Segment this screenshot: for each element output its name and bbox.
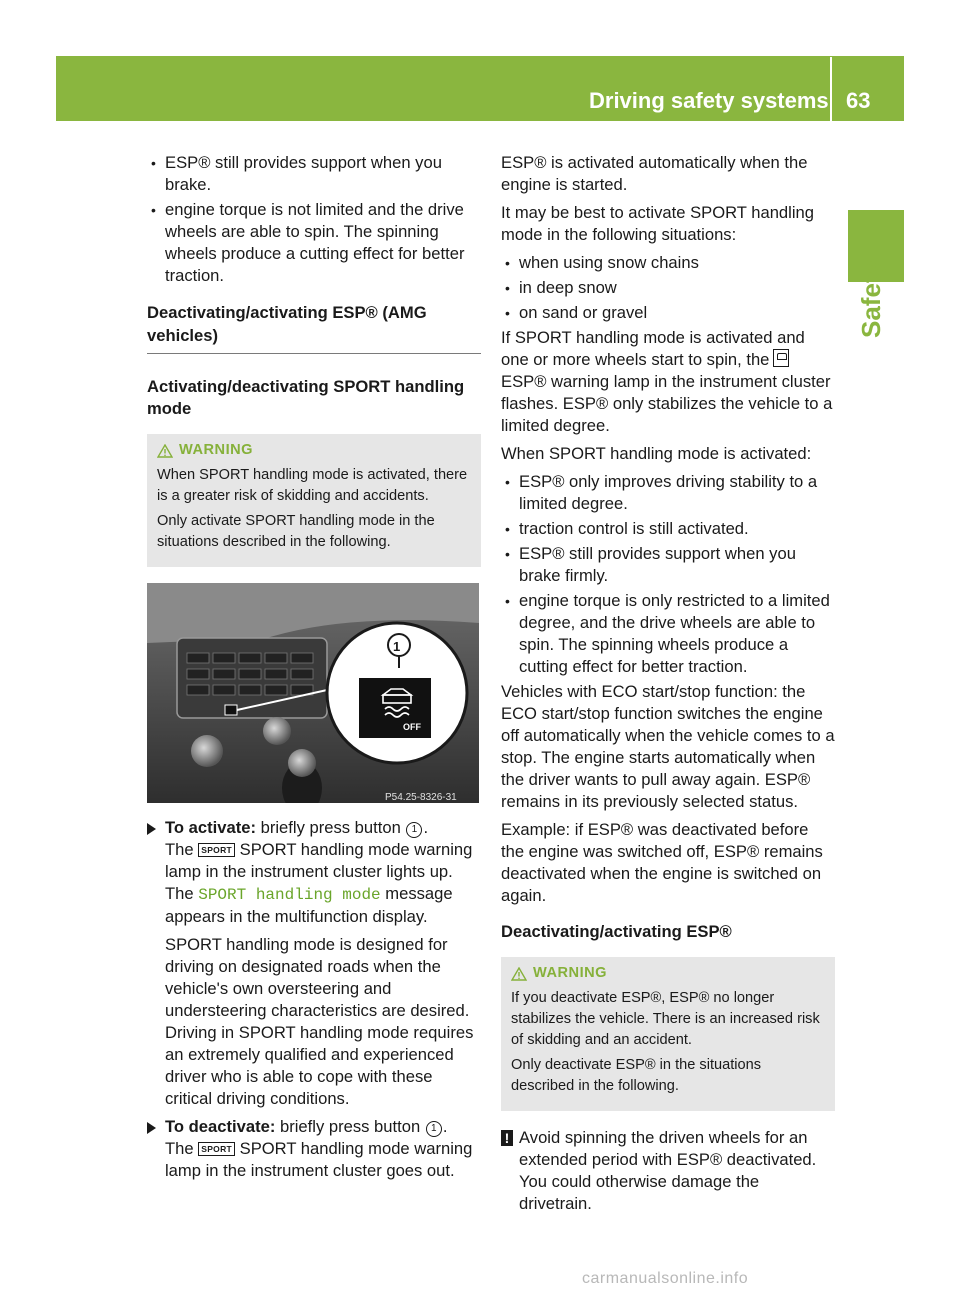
paragraph: If SPORT handling mode is activated and one or more wheels start to spin, theESP® warning lamp in the instrument cluster flashes. ESP® only stabilizes the vehicle to a limited degree. [501,328,833,435]
heading-amg: Deactivating/activating ESP® (AMG vehicles) [147,301,481,354]
paragraph: ESP® is activated automatically when the engine is started. [501,153,808,194]
button-number-icon: 1 [406,822,422,838]
section-title: Driving safety systems [589,88,829,113]
list-item: • when using snow chains [501,252,835,274]
paragraph: Vehicles with ECO start/stop function: the ECO start/stop function switches the engine off automatically when the vehicle comes to a stop. The engine starts automatically when the driver wants to pull away again. ESP® remains in its previously selected status. [501,682,835,811]
right-column [501,152,835,1221]
list-item: • engine torque is only restricted to a limited degree, and the drive wheels are able to spin. The spinning wheels produce a cutting effect for better traction. [501,590,835,678]
warning-triangle-icon [511,967,527,981]
sport-description: SPORT handling mode is designed for driving on designated roads when the vehicle's own oversteering and understeering characteristics are desired. Driving in SPORT handling mode requires an extremely qualified and experienced driver who is able to cope with these critical driving conditions. [165,935,474,1108]
display-message: SPORT handling mode [198,886,381,904]
step-arrow-icon [147,1122,156,1134]
warning-triangle-icon [157,444,173,458]
page-number: 63 [846,88,871,113]
paragraph: When SPORT handling mode is activated: [501,444,812,463]
figure-off-label: OFF [403,722,421,732]
note-text: Avoid spinning the driven wheels for an extended period with ESP® deactivated. You could otherwise damage the drivetrain. [519,1128,817,1213]
warning-box [147,434,481,567]
sport-icon: SPORT [198,843,235,857]
list-item: • traction control is still activated. [501,518,835,540]
heading-esp: Deactivating/activating ESP® [501,922,732,941]
list-item: • ESP® only improves driving stability to a limited degree. [501,471,835,515]
note [501,1127,835,1215]
esp-warning-lamp-icon [773,349,789,367]
warning-text: Only deactivate ESP® in the situations described in the following. [511,1057,762,1094]
paragraph: Example: if ESP® was deactivated before the engine was switched off, ESP® remains deactivated when the engine is switched on again. [501,820,823,905]
warning-title: WARNING [511,963,825,984]
list-item: • in deep snow [501,277,835,299]
paragraph: It may be best to activate SPORT handling mode in the following situations: [501,203,814,244]
step-arrow-icon [147,823,156,835]
activate-step: To activate: briefly press button 1 . The SPORT SPORT handling mode warning lamp in the instrument cluster lights up. The SPORT handling mode message appears in the multifunction display. SPORT handling mode is designed for driving on designated roads when the vehicle's own oversteering and understeering characteristics are desired. Driving in SPORT handling mode requires an extremely qualified and experienced driver who is able to cope with these critical driving conditions. [147,817,481,1110]
watermark: carmanualsonline.info [582,1270,749,1287]
sport-icon: SPORT [198,1142,235,1156]
exclamation-icon: ! [501,1130,513,1146]
header-divider [830,57,832,121]
warning-text: If you deactivate ESP®, ESP® no longer stabilizes the vehicle. There is an increased risk of skidding and an accident. [511,990,820,1048]
center-console-image [147,583,479,803]
deactivate-step: To deactivate: briefly press button 1 . The SPORT SPORT handling mode warning lamp in the instrument cluster goes out. [147,1116,481,1182]
heading-sport-mode: Activating/deactivating SPORT handling mode [147,377,465,418]
chapter-label: Safety [856,259,886,338]
warning-box [501,957,835,1111]
button-number-icon: 1 [426,1121,442,1137]
warning-text: When SPORT handling mode is activated, there is a greater risk of skidding and accidents. [157,467,468,504]
list-item: • on sand or gravel [501,302,835,324]
console-figure [147,583,479,803]
list-item: • ESP® still provides support when you brake firmly. [501,543,835,587]
list-item: • engine torque is not limited and the drive wheels are able to spin. The spinning wheels produce a cutting effect for better traction. [147,199,481,287]
warning-title: WARNING [157,440,471,461]
list-item: • ESP® still provides support when you brake. [147,152,481,196]
warning-text: Only activate SPORT handling mode in the situations described in the following. [157,513,435,550]
left-column [147,152,481,1188]
figure-callout: 1 [393,639,401,654]
figure-code: P54.25-8326-31 [385,792,457,803]
